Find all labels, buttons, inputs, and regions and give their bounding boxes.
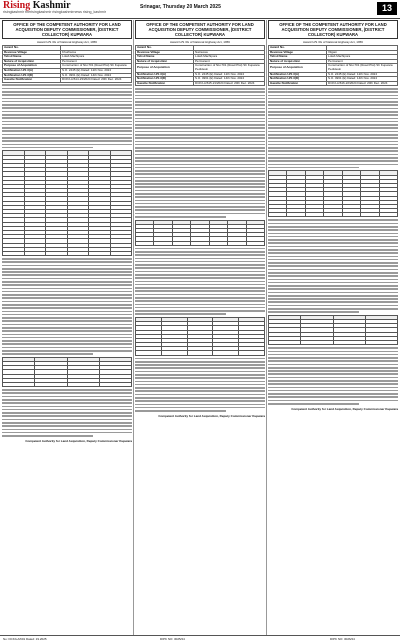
- footer-ref-left: No: DCK/LA/601 Dated: 19.2025: [3, 637, 47, 641]
- table-row: Tehsil Name Lolab Machipora: [136, 55, 265, 60]
- notice-title: OFFICE OF THE COMPETENT AUTHORITY FOR LAND ACQUISITION DEPUTY COMMISSIONER, (DISTRICT COLLECTOR) KUPWARA: [135, 20, 265, 39]
- page-footer: [0, 635, 400, 642]
- table-row: Notification U/S 3(D) S.O. 4961 (E) Dated: 14th Nov. 2024: [3, 73, 132, 78]
- notice-body-text: [135, 358, 265, 412]
- table-row: Tehsil Name Lolab Machipora: [3, 55, 132, 60]
- notice-subtitle: Award U/S 3G of National Highway Act, 1956: [170, 40, 230, 44]
- notice-body-text: [268, 347, 398, 404]
- signature-block: Competent Authority for Land Acquisition, Deputy Commissioner Kupwara: [25, 438, 132, 443]
- table-row: Notification U/S 3(D) S.O. 4961 (E) Dated: 14th Nov. 2024: [269, 77, 398, 82]
- notice-body-text: [2, 258, 132, 355]
- table-row: Gazette Notification DCK/LA/616-22/2024 Dated: 20th Dec. 2024: [269, 81, 398, 86]
- notice-column-1: [2, 20, 132, 632]
- award-details-table: [135, 45, 265, 86]
- table-row: Revenue Village Vilgam: [269, 50, 398, 55]
- award-details-table: [268, 45, 398, 86]
- footer-ref-right: DIPK NO: 3026/24: [330, 637, 355, 641]
- notice-body-text: [135, 88, 265, 218]
- column-divider: [266, 20, 267, 635]
- table-row: Award No.: [269, 46, 398, 51]
- notice-subtitle: Award U/S 3G of National Highway Act, 1956: [303, 40, 363, 44]
- notice-column-2: [135, 20, 265, 632]
- social-handles: risingkashmir therisingkashmir risingkashmirnews rising_kashmir: [3, 10, 107, 14]
- notice-body-text: [268, 88, 398, 168]
- page-number: 13: [377, 2, 397, 15]
- table-row: Notification U/S 3(A) S.O. 2445 (E) Dated: 12th Nov. 2024: [269, 72, 398, 77]
- signature-block: Competent Authority for Land Acquisition, Deputy Commissioner Kupwara: [158, 413, 265, 418]
- table-row: Revenue Village Khurhama: [3, 50, 132, 55]
- table-row: Nature of Acquisition Permanent: [269, 59, 398, 64]
- compensation-table: [2, 357, 132, 387]
- table-row: Award No.: [136, 46, 265, 51]
- land-schedule-table: [268, 170, 398, 217]
- notice-body-text: [2, 389, 132, 437]
- notice-subtitle: Award U/S 3G of National Highway Act, 1956: [37, 40, 97, 44]
- table-row: Nature of Acquisition Permanent: [136, 59, 265, 64]
- notice-body-text: [268, 219, 398, 312]
- signature-block: Competent Authority for Land Acquisition, Deputy Commissioner Kupwara: [291, 406, 398, 411]
- table-row: Purpose of Acquisition Construction of NH-701 (Road Plot) Sh Kupwara Pedidesin: [136, 64, 265, 72]
- masthead: [0, 0, 400, 19]
- compensation-table: [135, 317, 265, 356]
- footer-ref-mid: DIPK NO: 3025/24: [160, 637, 185, 641]
- table-row: Notification U/S 3(A) S.O. 2445 (E) Dated: 12th Nov. 2024: [136, 72, 265, 77]
- table-row: Purpose of Acquisition Construction of NH-701 (Road Plot) Sh Kupwara: [3, 64, 132, 69]
- notice-body-text: [2, 84, 132, 148]
- table-row: Purpose of Acquisition Construction of NH-701 (Road Plot) Sh Kupwara Pedidesin: [269, 64, 398, 72]
- table-row: Gazette Notification DCK/LA/615-21/2024 Dated: 20th Dec. 2024: [136, 81, 265, 86]
- table-row: Gazette Notification DCK/LA/614-23/2024 Dated: 20th Dec. 2024: [3, 78, 132, 83]
- compensation-table: [268, 315, 398, 345]
- table-row: Tehsil Name Lolab Machipora: [269, 55, 398, 60]
- table-row: Notification U/S 3(D) S.O. 4961 (E) Dated: 14th Nov. 2024: [136, 77, 265, 82]
- table-row: Notification U/S 3(A) S.O. 2445 (E) Dated: 12th Nov. 2024: [3, 68, 132, 73]
- table-row: Award No.: [3, 46, 132, 51]
- column-divider: [133, 20, 134, 635]
- table-row: Revenue Village Natnussa: [136, 50, 265, 55]
- land-schedule-table: [135, 220, 265, 246]
- notice-body-text: [135, 248, 265, 315]
- award-details-table: [2, 45, 132, 83]
- dateline: Srinagar, Thursday 20 March 2025: [140, 4, 221, 10]
- newspaper-logo: Rising Kashmir: [3, 0, 71, 11]
- notice-column-3: [268, 20, 398, 632]
- notice-title: OFFICE OF THE COMPETENT AUTHORITY FOR LAND ACQUISITION DEPUTY COMMISSIONER, (DISTRICT COLLECTOR) KUPWARA: [2, 20, 132, 39]
- table-row: Nature of Acquisition Permanent: [3, 59, 132, 64]
- notice-title: OFFICE OF THE COMPETENT AUTHORITY FOR LAND ACQUISITION DEPUTY COMMISSIONER, (DISTRICT COLLECTOR) KUPWARA: [268, 20, 398, 39]
- land-schedule-table: [2, 150, 132, 256]
